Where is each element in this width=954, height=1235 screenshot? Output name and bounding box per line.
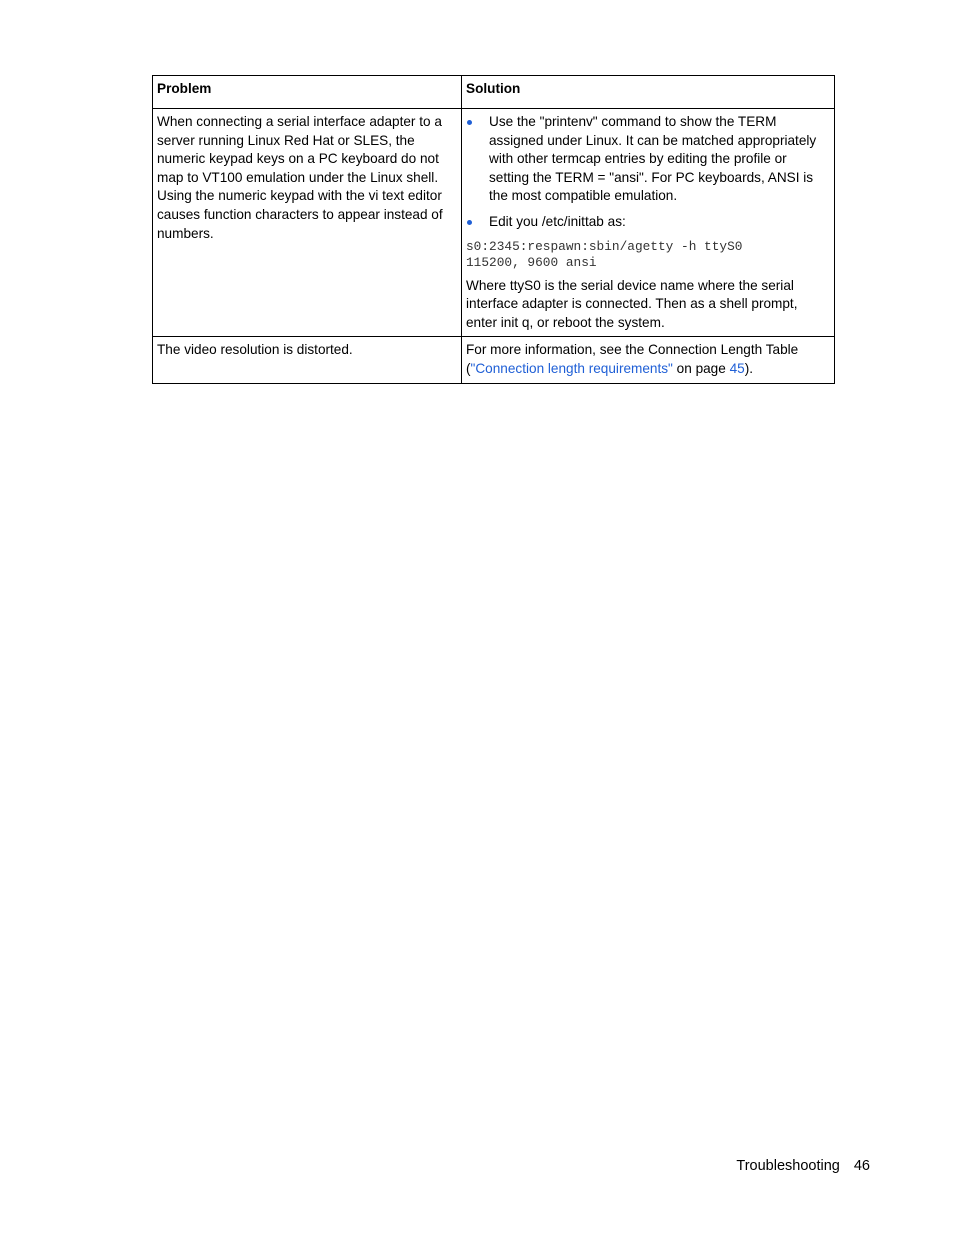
table-row: [153, 109, 835, 337]
solution-text-middle: on page: [672, 360, 730, 376]
page-reference-link[interactable]: 45: [729, 360, 745, 376]
table-header-row: [153, 76, 835, 109]
column-header-solution: Solution: [462, 76, 835, 109]
solution-note: Where ttyS0 is the serial device name where the serial interface adapter is connected. Then as a shell prompt, enter init q, or reboot the system.: [466, 277, 798, 330]
problem-cell: When connecting a serial interface adapter to a server running Linux Red Hat or SLES, the numeric keypad keys on a PC keyboard do not map to VT100 emulation under the Linux shell. Using the numeric keypad with the vi text editor causes function characters to appear instead of numbers.: [153, 109, 462, 337]
footer-page-number: 46: [853, 1158, 870, 1174]
bullet-text: Use the "printenv" command to show the TERM assigned under Linux. It can be matched appropriately with other termcap entries by editing the profile or setting the TERM = "ansi". For PC keyboards, ANSI is the most compatible emulation.: [489, 114, 817, 204]
bullet-text: Edit you /etc/inittab as:: [489, 213, 626, 229]
page-footer: [736, 1158, 870, 1174]
solution-text-after: ).: [744, 360, 754, 376]
troubleshooting-table: [152, 75, 835, 384]
table-row: [153, 337, 835, 383]
solution-cell: [462, 337, 835, 383]
solution-bullet-list: [466, 113, 830, 232]
connection-length-link[interactable]: "Connection length requirements": [470, 360, 673, 376]
bullet-icon: [467, 120, 472, 125]
list-item: [466, 213, 830, 232]
list-item: [466, 113, 830, 206]
solution-cell: [462, 109, 835, 337]
problem-cell: The video resolution is distorted.: [153, 337, 462, 383]
code-snippet: s0:2345:respawn:sbin/agetty -h ttyS0 115200, 9600 ansi: [466, 238, 743, 270]
solution-text-before: For more information, see the Connection Length Table (: [466, 342, 799, 376]
column-header-problem: Problem: [153, 76, 462, 109]
footer-section-title: Troubleshooting: [736, 1158, 840, 1174]
bullet-icon: [467, 220, 472, 225]
